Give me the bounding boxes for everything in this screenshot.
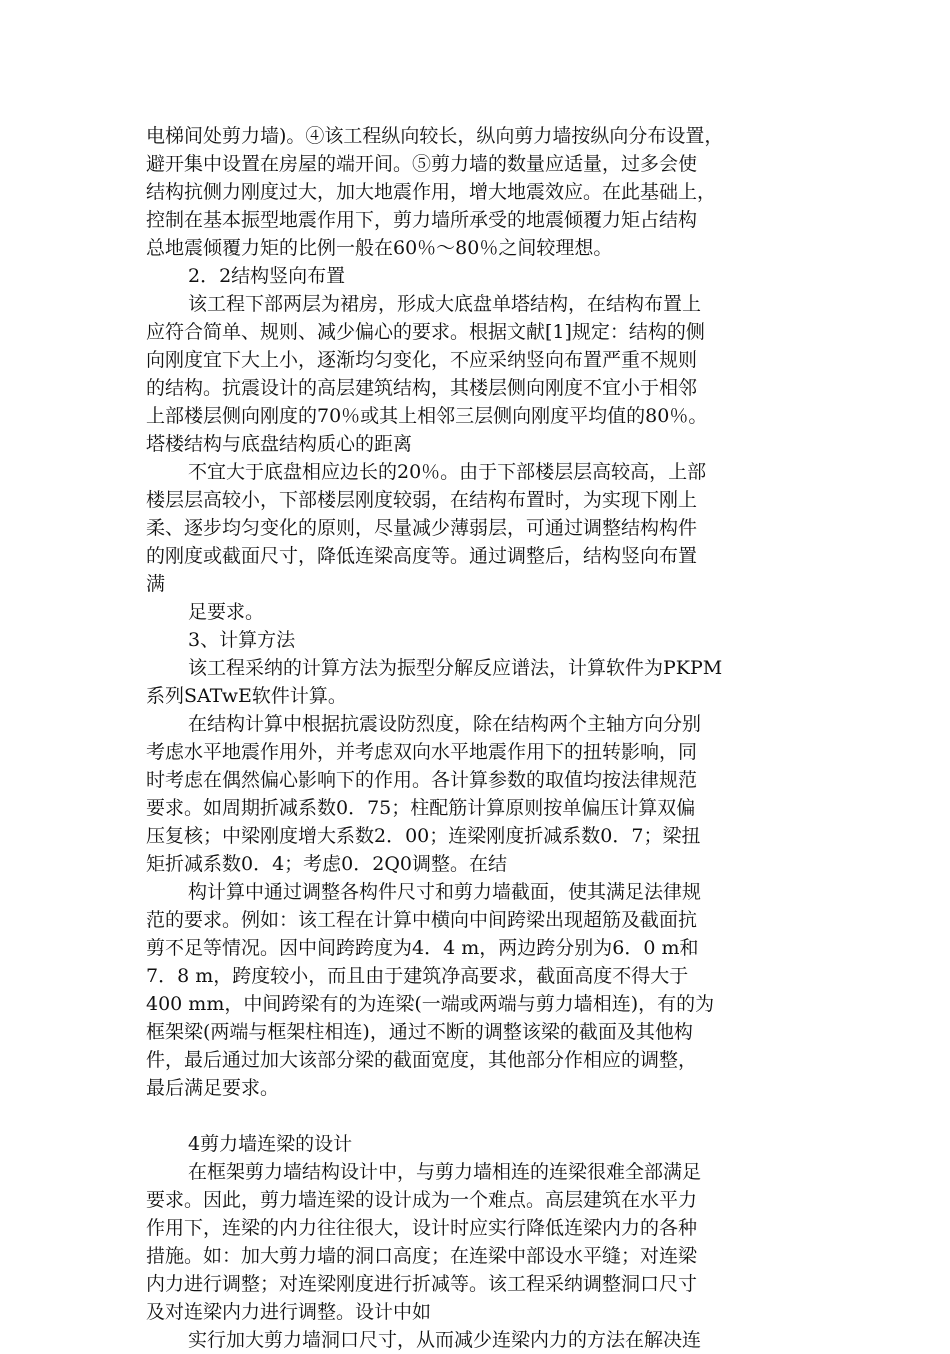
text-line: 要求。因此，剪力墙连梁的设计成为一个难点。高层建筑在水平力 xyxy=(146,1189,698,1211)
text-line: 剪不足等情况。因中间跨跨度为4．4 m，两边跨分别为6．0 m和 xyxy=(146,937,699,959)
text-line: 最后满足要求。 xyxy=(146,1077,280,1099)
text-line: 要求。如周期折减系数0．75；柱配筋计算原则按单偏压计算双偏 xyxy=(146,797,696,819)
text-line: 的刚度或截面尺寸，降低连梁高度等。通过调整后，结构竖向布置 xyxy=(146,545,698,567)
paragraph-first-line: 构计算中通过调整各构件尺寸和剪力墙截面，使其满足法律规 xyxy=(188,881,702,903)
text-line: 件，最后通过加大该部分梁的截面宽度，其他部分作相应的调整， xyxy=(146,1049,698,1071)
text-line: 总地震倾覆力矩的比例一般在60％～80％之间较理想。 xyxy=(146,237,613,259)
text-line: 7．8 m，跨度较小，而且由于建筑净高要求，截面高度不得大于 xyxy=(146,965,689,987)
blank-line xyxy=(146,1102,806,1130)
paragraph-first-line: 不宜大于底盘相应边长的20％。由于下部楼层层高较高，上部 xyxy=(188,461,707,483)
paragraph-first-line: 3、计算方法 xyxy=(188,629,296,651)
text-line: 柔、逐步均匀变化的原则，尽量减少薄弱层，可通过调整结构构件 xyxy=(146,517,698,539)
text-line: 上部楼层侧向刚度的70％或其上相邻三层侧向刚度平均值的80％。 xyxy=(146,405,708,427)
text-line: 结构抗侧力刚度过大，加大地震作用，增大地震效应。在此基础上， xyxy=(146,181,717,203)
text-line: 电梯间处剪力墙)。④该工程纵向较长，纵向剪力墙按纵向分布设置， xyxy=(146,125,724,147)
text-line: 范的要求。例如：该工程在计算中横向中间跨梁出现超筋及截面抗 xyxy=(146,909,698,931)
paragraph-first-line: 足要求。 xyxy=(188,601,265,623)
text-line: 内力进行调整；对连梁刚度进行折减等。该工程采纳调整洞口尺寸 xyxy=(146,1273,698,1295)
paragraph-first-line: 实行加大剪力墙洞口尺寸，从而减少连梁内力的方法在解决连 xyxy=(188,1329,702,1351)
text-line: 时考虑在偶然偏心影响下的作用。各计算参数的取值均按法律规范 xyxy=(146,769,698,791)
text-line: 措施。如：加大剪力墙的洞口高度；在连梁中部设水平缝；对连梁 xyxy=(146,1245,698,1267)
text-line: 满 xyxy=(146,573,166,595)
text-line: 压复核；中梁刚度增大系数2．00；连梁刚度折减系数0．7；梁扭 xyxy=(146,825,701,847)
text-line: 避开集中设置在房屋的端开间。⑤剪力墙的数量应适量，过多会使 xyxy=(146,153,698,175)
text-line: 应符合简单、规则、减少偏心的要求。根据文献[1]规定：结构的侧 xyxy=(146,321,705,343)
text-line: 矩折减系数0．4；考虑0．2Q0调整。在结 xyxy=(146,853,508,875)
document-page xyxy=(146,122,806,1354)
text-line: 及对连梁内力进行调整。设计中如 xyxy=(146,1301,432,1323)
paragraph-first-line: 2．2结构竖向布置 xyxy=(188,265,346,287)
text-line: 400 mm，中间跨梁有的为连梁(一端或两端与剪力墙相连)，有的为 xyxy=(146,993,715,1015)
text-line: 的结构。抗震设计的高层建筑结构，其楼层侧向刚度不宜小于相邻 xyxy=(146,377,698,399)
text-line: 控制在基本振型地震作用下，剪力墙所承受的地震倾覆力矩占结构 xyxy=(146,209,698,231)
paragraph-first-line: 在框架剪力墙结构设计中，与剪力墙相连的连梁很难全部满足 xyxy=(188,1161,702,1183)
text-line: 作用下，连梁的内力往往很大，设计时应实行降低连梁内力的各种 xyxy=(146,1217,698,1239)
text-line: 系列SATwE软件计算。 xyxy=(146,685,347,707)
text-line: 考虑水平地震作用外，并考虑双向水平地震作用下的扭转影响，同 xyxy=(146,741,698,763)
text-line: 框架梁(两端与框架柱相连)，通过不断的调整该梁的截面及其他构 xyxy=(146,1021,693,1043)
paragraph-first-line: 该工程采纳的计算方法为振型分解反应谱法，计算软件为PKPM xyxy=(188,657,723,679)
paragraph-first-line: 4剪力墙连梁的设计 xyxy=(188,1133,353,1155)
paragraph-first-line: 该工程下部两层为裙房，形成大底盘单塔结构，在结构布置上 xyxy=(188,293,702,315)
text-line: 向刚度宜下大上小，逐渐均匀变化，不应采纳竖向布置严重不规则 xyxy=(146,349,698,371)
paragraph-first-line: 在结构计算中根据抗震设防烈度，除在结构两个主轴方向分别 xyxy=(188,713,702,735)
text-line: 塔楼结构与底盘结构质心的距离 xyxy=(146,433,413,455)
text-line: 楼层层高较小，下部楼层刚度较弱，在结构布置时，为实现下刚上 xyxy=(146,489,698,511)
